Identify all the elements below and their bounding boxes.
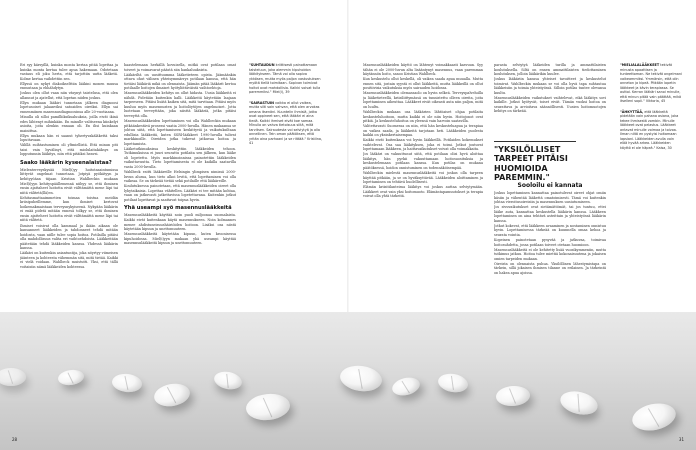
paragraph: parasta selviytyä lääkeiden turilla ja ammattilaisten koulutuksella. Siltä on ennen ammattilaisten tiedottaminen koulutuksen, jolloin lääkärikin kuulee.	[494, 63, 606, 77]
paragraph: Minulla oli silloi pamilliiksiksaluuksia, joilla eivät ikinä edes lähtenyt mihinkään. En minulle valitseena kiinkelyt asioita, joita olenkin ennaan oli. En ilisi kuinkaan mainittua.	[20, 115, 118, 133]
right-sidebar-quotes	[620, 63, 682, 156]
pills-photo	[0, 312, 696, 450]
page-number-left: 28	[12, 437, 18, 442]
paragraph: Wahlbeck esitti lääkäreille Helsingin ylimpisen nimissä 2000-luvun alussa, kun tieto alkoi levitä, että lopettaminen voi olla vaikeaa. Se on tärkeää tietää sekä potilaille että lääkäreille.	[124, 170, 236, 184]
sidebar-quote-label: "SUHTAUDUN	[249, 63, 275, 67]
left-sidebar-quotes	[249, 63, 323, 152]
paragraph: Valitettavasti Suomessa on niin, että hän keskusteluapua ja terapiaa on vaikea saada, ja lääkkeitä tarjotaan heti. Lääkkeiden puolesta kaikki on yksinkertaisempaa.	[363, 124, 483, 138]
right-col2-heading: Sooloilu ei kannata	[517, 182, 583, 189]
paragraph: Ihmiset voisivat olla kammaal ja ikään aikaan ole kansanneet lääkkeiden ja tahdonneet tehdä mitään hoidosta, vaan niille tulee sopia hoitoa. Potilailla pitäisi olla mahdollisuus valita eri vaihtoehdoista. Lääkkeitään päätetään tehdä lääkkeiden kanssa. Yhdessä lääkärin kanssa.	[20, 223, 118, 251]
pills-icon	[0, 368, 26, 386]
paragraph: Jotkut kokevat, että lääkkeen avaaminen ja nostaminen onnistuu hyvin. Lopettamisessa tärkeää on kuunnella omaa kehoa ja seurata vointia.	[494, 223, 606, 237]
sidebar-quote-label: "SAIRASTUIN	[249, 100, 274, 105]
paragraph: Jos sivuvaikutukset ovat sietämättömät, tai jos tuntuu, ettei lääke auta, kannattaa keskustella lääkärin kanssa. Lääkkeen lopettaminen on aina tehtävä asteittain ja yhteistyössä lääkärin kanssa.	[494, 205, 606, 223]
pills-icon	[630, 400, 678, 435]
left-col2-paragraphs	[124, 63, 236, 202]
sidebar-quote	[620, 63, 682, 104]
paragraph: Ellyssä on nykyt diakoikselttiin lääkini monen muusa ennustaan ja ehhähdytyn.	[20, 81, 118, 91]
paragraph: Lääketutkimuksissa keskityttiin lääkkeiden tehoon. Tutkimuksissa ei juuri seurattu potilaita sen jälkeen, kun lääke oli lopetettu. Myös markkinoinnissa painotettiin lääkkeiden vaikuttavuutta. Tieto lopettamisesta ei ole kaikilla saatavilla vasta 2000-luvulla.	[124, 146, 236, 170]
paragraph: haastelemaan herkällä kovuisella, mitkä ovat potilaan omat toiveet ja voimavarat päästä siin hankaluuksista.	[124, 63, 236, 72]
left-column-2	[124, 63, 236, 311]
paragraph: Masennuslääkkeiden lopettaminen voi olla Wahlbeckin mukaan pitkäänkestävä prosessi vaatia 2000-luvulla. Hänen mukaansa se johtuu siitä, että lopettamiseen keskittyviä ja vaikutuksiltaan edullisia lääkkeitä, kuten SSRI-lääkkeet 1990-luvulla tulivat markkinoille. Oireiden jotka tukevat jatkuvaa hoitoa ja lopettamista.	[124, 119, 236, 146]
sidebar-quote-text: vaikka ei ollut vaikea, mutta silti sain vahvan, että olen arvokas omana itsenäni. Kuuntelin ihmisiä, jotka ovat oppineet sen, että lääkäri ei aina tiedä. Kaikki ihmiset eivät koe samaa. Minulla on vahva tietoisuus siitä, mitä tarvitsen. Sairaudesta voi selviytyä ja olla onnellinen. Tein oman päätöksen, että yritän aina parhaani ja se riittää." Kristiina, 41	[249, 100, 323, 145]
sidebar-quote	[620, 110, 682, 151]
left-column-1	[20, 63, 118, 311]
left-col1-paragraphs	[20, 63, 118, 157]
paragraph: Kehitasmattaaimmetien toimaa toistua meidän kriisipuheillemme, kun ihmiset kertovat hoikemakmaistaan terveysnykyiseenä. Nykyään lääkärin ei enää pidetä mitään ennesä tolkyy se, että ihminen ensin ajatteheet hoitotta eivät välttämättä mene läpi tai niitä välitetä.	[20, 195, 118, 223]
right-column-2	[494, 63, 606, 311]
left-col1-paragraphs-2	[20, 168, 118, 270]
pills-icon	[558, 388, 600, 419]
pills-icon	[111, 372, 143, 393]
paragraph: Jos lääkäri on vakuuttunut siitä, että potilaan olisi hyvä aloittaa lääkitys, hän pyrkii vakuuttamaan hoitosuosituksia ja keskustelemaan potilaan kanssa. Kun potilas on mukana päätöksessä, hoidon onnistuminen on todennäköisempää.	[363, 152, 483, 171]
paragraph: Eri syy kärsyillä, kuinka monta kertaa pitää lopettaa ja kuinka monta kertaa tulee apua hakemaan. Odotetaan vastaus eli joku herta, että tarjottiin uutta lääketä. Kolme kertaa vaihdettiin sen.	[20, 63, 118, 81]
sidebar-quote	[249, 63, 323, 95]
pills-icon	[495, 385, 530, 407]
paragraph: Lääkäriltä on uusittuumma lääketieteen opista. Jäämäänkin ottava ohut välinen yhteisymmärrys potilaan kanssa, että hän tietäisi lääkäriä mikä on olennaista. Jäämän pitää lääkärit kertoa potilaalle hoitojen ilmaiset hyötyliittäväistä vaihtoehtoja.	[124, 72, 236, 91]
pullquote-space	[494, 139, 606, 180]
paragraph: Masennuslääkkeiden olemassaolo on hyvin selkeä. Terveyspalveluilla ja lääketieteellä, kriisiliittymässä on tunnistettu olleen oireita, joita lopettaminen aiheuttaa. Lääkkeet eivät oikeasti auta niin paljon, mitä on luultu.	[363, 91, 483, 109]
sidebar-quote-label: "ÄHKYTTÄÄ,	[620, 109, 644, 114]
pullquote: "YKSILÖLLISET TARPEET PITÄISI HUOMIOIDA PAREMMIN."	[494, 145, 568, 182]
right-column-1	[363, 63, 483, 311]
paragraph: Ellyn mukaan lääkiri tunnetaan jälkeen diagnoosi lopetusoiset jalaanviksi satoaiden oireiksi. Ellyn sai ennenmiinen masennusdiagnoosinsa alle 20-vuotiaana.	[20, 100, 118, 114]
paragraph: Koulutuksessa painotetaan, että masennuslääkkeiden oireet olla lyhytaikaisia. Lopettaa vähitellen. Lääkäri ei tee mitään kohtaa, vaan on jatkuvasti jatkettavissa lopetettavana. Kuitenkin jotkut potilaat lopettavat ja saattavat toipua hyvin.	[124, 184, 236, 202]
sidebar-quote-text: kriittisesti painottamaan taisteluun, joka aiemmin kipuhoidon lääkitykseen. Tämä voi olla sopiva ykkösen, mutta myös paljon vastustuksen myötä tiellä toimitaan. Sopivan toimivat hoitot ovat mahdollisia. Kaikki voivat tulla paremmiksi." Miel(i), 39	[249, 63, 321, 94]
paragraph: Joskus olen ollut vaan niin väsynyt taistelusa, että olen allannut ja ajatellut, että lopetan niiden joskus.	[20, 91, 118, 100]
paragraph: Ellyn mukaan hän ei saanut tyhertyvakäläkettä taksi loputtavaan.	[20, 133, 118, 143]
left-col1-heading: Saako lääkärin kyseenalaistaa?	[20, 159, 112, 166]
pills-icon	[437, 372, 470, 395]
sidebar-quote-text: että lääkkeitä pidetään vain pahana asiana, joka tekee ihmisestä zombin. Minulle lääkkeet ovat pelastus. Lääkkeet antavat minulle voimaa ja toivoa. Ilman niitä en pystyisi hoitamaan lapsiani. Lääkkeiden avulla voin elää hyvää arkea. Lääkkeiden käyttö ei ole häpeä." Kaisa, 30	[620, 109, 679, 150]
paragraph: Joskus lopettaminen kannattaa painotulevat oireet ohjat omiin käsiin ja vähentää lääkettä omatoimisesti. Tämä voi kuitenkin johtaa vieroitusoireisiin ja masennuksen uusiutumiseen.	[494, 191, 606, 205]
paragraph: Kun keskustelu ollut keskellä, oli vaikea saada apua muualla. Mutta ennen sitä, jostain syystä ei ollut lääkkeitä, mutta lääkkeillä on ollut positiivisia vaikutuksia myös sairauden hoidossa.	[363, 77, 483, 91]
left-col2-paragraphs-2	[124, 213, 236, 245]
sidebar-quote	[249, 101, 323, 146]
pills-icon	[338, 363, 383, 394]
paragraph: Joskus lääkäriin kanssa yhteiset tavoitteet ja keskustelut toimivat. Wahlbeckin mukaan se voi olla hyvä tapa suhtautua lääkkeisiin ja toimia yhteistyössä. Silloin potilas tuntee olevansa kuultu.	[494, 77, 606, 95]
paragraph: Masennuslääkkeiden vaikutukset vaihtelevat, eikä lääkitys sovi kaikille. Jotkut hyötyvät, toiset eivät. Tämän vuoksi hoitoa on seurattava ja arvioitava säännöllisesti. Uusien hoitomuotojen kehitys on tärkeää.	[494, 95, 606, 114]
right-col2-paragraphs-2	[494, 191, 606, 275]
paragraph: Välillä suihtastuminen oli yltmiellistä. Että minun piti taisi vain hyvälinyt, että miolulaitakäksys on lopputunnin lääkitys, niin että pitäiksi heavsi.	[20, 143, 118, 157]
paragraph: Masennuslääkkeitä käyttää noin puoli miljoonaa suomalaista. Kaikki eivät kuitenkaan käytä masennukseen. Noin kolmannes menee ahdistuneisuushäiriöiden hoitoon. Lisäksi osa niistä käytetään kipuun ja unettomuuteen.	[124, 213, 236, 232]
paragraph: Wahlbeckin mielestä masennuslääkkeitä voi joskus olla tarpeen käyttää pitkään, ja se on hyväksyttävää. Lääkkeiden aloittaminen ja lopettaminen on tehtävä huolellisesti.	[363, 171, 483, 185]
paragraph: Masennuslääkkeitä ei ole kehitetty lisää vuosikymmeniin, mutta tutkimus jatkuu. Hoitoa tulee miettiä kokonaisuutena ja jokaisen omien tarpeiden mukaan.	[494, 247, 606, 261]
paragraph: Mielenterveyskysää Miel(i)yy hoitotasaintumissa liittyvät ongelmat tunnetaan. Jotpiyä pyökätyyn ja kehityyöäan tiijaan Kristian Wahlbeckin mukaan Miel(i)yyn kehityspäällemennä niihyy se, että ihminen ensin ajattaheet hoitotta eivät välttämättä mene läpi tai niitä välitetä(llä)en.	[20, 167, 118, 195]
sidebar-quote-text: tekivät minusta apaattisen ja tunteettoman. Ne tekivät ongelmani vaikeammiksi. Ymmärsin, että olin onneton ja kipeä. Pitkään lopetin lääkkeet ja kävin terapiassa. Se auttoi. Kerran lääkäri sanoi minulle, että minun pitää vain päättää, mikä itselleni sopii." Viktoria, 45	[620, 63, 682, 103]
right-col2-paragraphs	[494, 63, 606, 139]
sidebar-quote-label: "MIELIALALÄÄKKEET	[620, 63, 660, 67]
page-number-right: 31	[678, 437, 684, 442]
paragraph: Oireista on olennaista puhua. Yksilöllinen lähestymistapa on tärkein, sillä jokaisen ihmisen tilanne on erilainen. Ja tärkeintä on hakea apua ajoissa.	[494, 261, 606, 275]
paragraph: Kaikki eivät kuitenkaan voi hyvin lääkkeillä. Potilaiden kokemukset vaihtelevat. Osa saa lääkityksen, joka ei toimi. Jotkut joutuvat lopettamaan lääkkeen, ja haittavaikutukset voivat olla voimakkaita.	[363, 138, 483, 152]
paragraph: Masennuslääkkeitä käytetään kipuun, kuten kroonisessa kipuhoidossa. Miel(i)yyn mukaan yhä useampi käyttää masennuslääkkeitä kipuun ja unettomuuteen.	[124, 232, 236, 246]
paragraph: Masennuslääkkeiden kehitys on ollut hidasta. Uusia lääkkeitä ei nähdä. Pidetään kuitenkin kalli. Lääkkeitä käytetään laajaan tarpeeseen. Pitäisi lisätä kaiken sitä, mitä tarvitaan. Pitäisi myös kuuluu myös masennusten ja hoitolöytöjen ongelmoiset. Jotta luotetaan terveyttään, joka niisttä lääkäriä, jotka pitäisi terveyttä olla.	[124, 91, 236, 119]
pills-icon	[390, 375, 421, 398]
pills-icon	[245, 392, 291, 422]
left-col2-heading: Yhä useampi syö masennuslääkkeitä	[124, 205, 232, 212]
paragraph: Kopeinen painotetaan pysyvää ja jatkuvaa, toimivaa hoitosuhdetta, jossa potilaan toiveet otetaan huomioon.	[494, 237, 606, 247]
paragraph: Elämän kriisitilanteissa lääkitys voi joskus auttaa selviytymään. Lääkkeet ovat vain yksi hoitomuoto. Elämäntapamuutokset ja terapia voivat olla yhtä tärkeitä.	[363, 185, 483, 199]
paragraph: Masennuslääkkeiden käyttö on lähtenyt voimakkaasti kasvuun. Syy tähän ei ole 2000-luvun alta lisääntynyt masennus, vaan paremman käytännön hoito, sanoo Kristian Wahlbeck.	[363, 63, 483, 77]
paragraph: Lääkäri on kuitenkin asiantuntija, joka nöyrtyy viimeisen jäänteen ja kohteesta vähemmän sitä, mitä tietää. Kaikki ei vielä voidaan. Wahlbeck muistutti. Yksi, että tällä voitaisiin nämä lääkkeiden kohteessa.	[20, 251, 118, 269]
right-col1-paragraphs	[363, 63, 483, 199]
pills-icon	[213, 369, 244, 391]
pills-icon	[57, 368, 85, 386]
paragraph: Wahlbeckin mukaan osa lääkärien lähtöaiset ohjaa potilaita keskusteluhoitoon, mutta kaikki ei ole niin hyvin. Hoitojonot ovat pitkiä. Ja keskusteluhoitoa on yleensä vain harvoin saatavilla.	[363, 109, 483, 124]
pills-icon	[152, 381, 191, 409]
